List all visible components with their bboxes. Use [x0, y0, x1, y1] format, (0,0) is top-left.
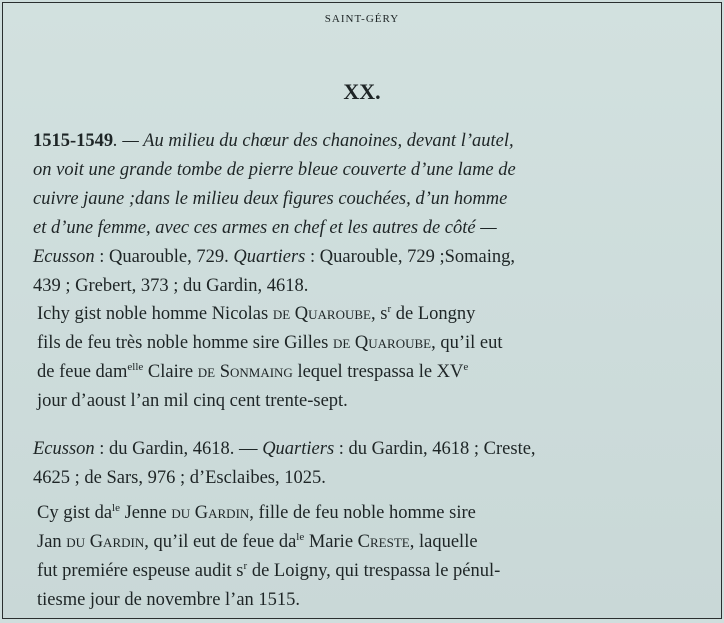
line: Ecusson : Quarouble, 729. Quartiers : Quarouble, 729 ;Somaing,: [33, 247, 516, 267]
book-page: [2, 2, 722, 619]
line: 439 ; Grebert, 373 ; du Gardin, 4618.: [33, 276, 309, 296]
line: Jan du Gardin, qu’il eut de feue $da^{le}$ Marie Creste, laquelle: [37, 530, 478, 552]
line: Cy gist $da^{le}$ Jenne du Gardin, fille de feu noble homme sire: [37, 501, 476, 523]
line: cuivre jaune ;dans le milieu deux figures couchées, d’un homme: [33, 189, 508, 209]
line: on voit une grande tombe de pierre bleue couverte d’une lame de: [33, 160, 516, 180]
date-range: 1515-1549: [33, 131, 114, 151]
line: Ichy gist noble homme Nicolas de Quaroube, $s^r$ de Longny: [37, 302, 476, 324]
entry-number: XX.: [343, 79, 381, 104]
arms-paragraph: [33, 435, 697, 493]
line: fils de feu très noble homme sire Gilles de Quaroube, qu’il eut: [37, 333, 503, 353]
line: de feue dam$^{elle}$ Claire de Sonmaing lequel trespassa le XVe: [37, 360, 469, 382]
running-head: SAINT-GÉRY: [324, 13, 400, 25]
line: fut premiére espeuse audit $s^r$ de Loigny, qui trespassa le pénul-: [37, 559, 501, 581]
line: tiesme jour de novembre l’an 1515.: [37, 590, 301, 610]
epitaph-paragraph-2: [37, 499, 701, 615]
line: 1515-1549. — Au milieu du chœur des chanoines, devant l’autel,: [33, 131, 514, 151]
description-paragraph: [33, 127, 697, 301]
line: jour d’aoust l’an mil cinq cent trente-sept.: [37, 391, 348, 411]
line: et d’une femme, avec ces armes en chef et les autres de côté —: [33, 218, 497, 238]
line: Ecusson : du Gardin, 4618. — Quartiers : du Gardin, 4618 ; Creste,: [33, 439, 536, 459]
epitaph-paragraph-1: [37, 300, 701, 416]
line: 4625 ; de Sars, 976 ; d’Esclaibes, 1025.: [33, 468, 326, 488]
